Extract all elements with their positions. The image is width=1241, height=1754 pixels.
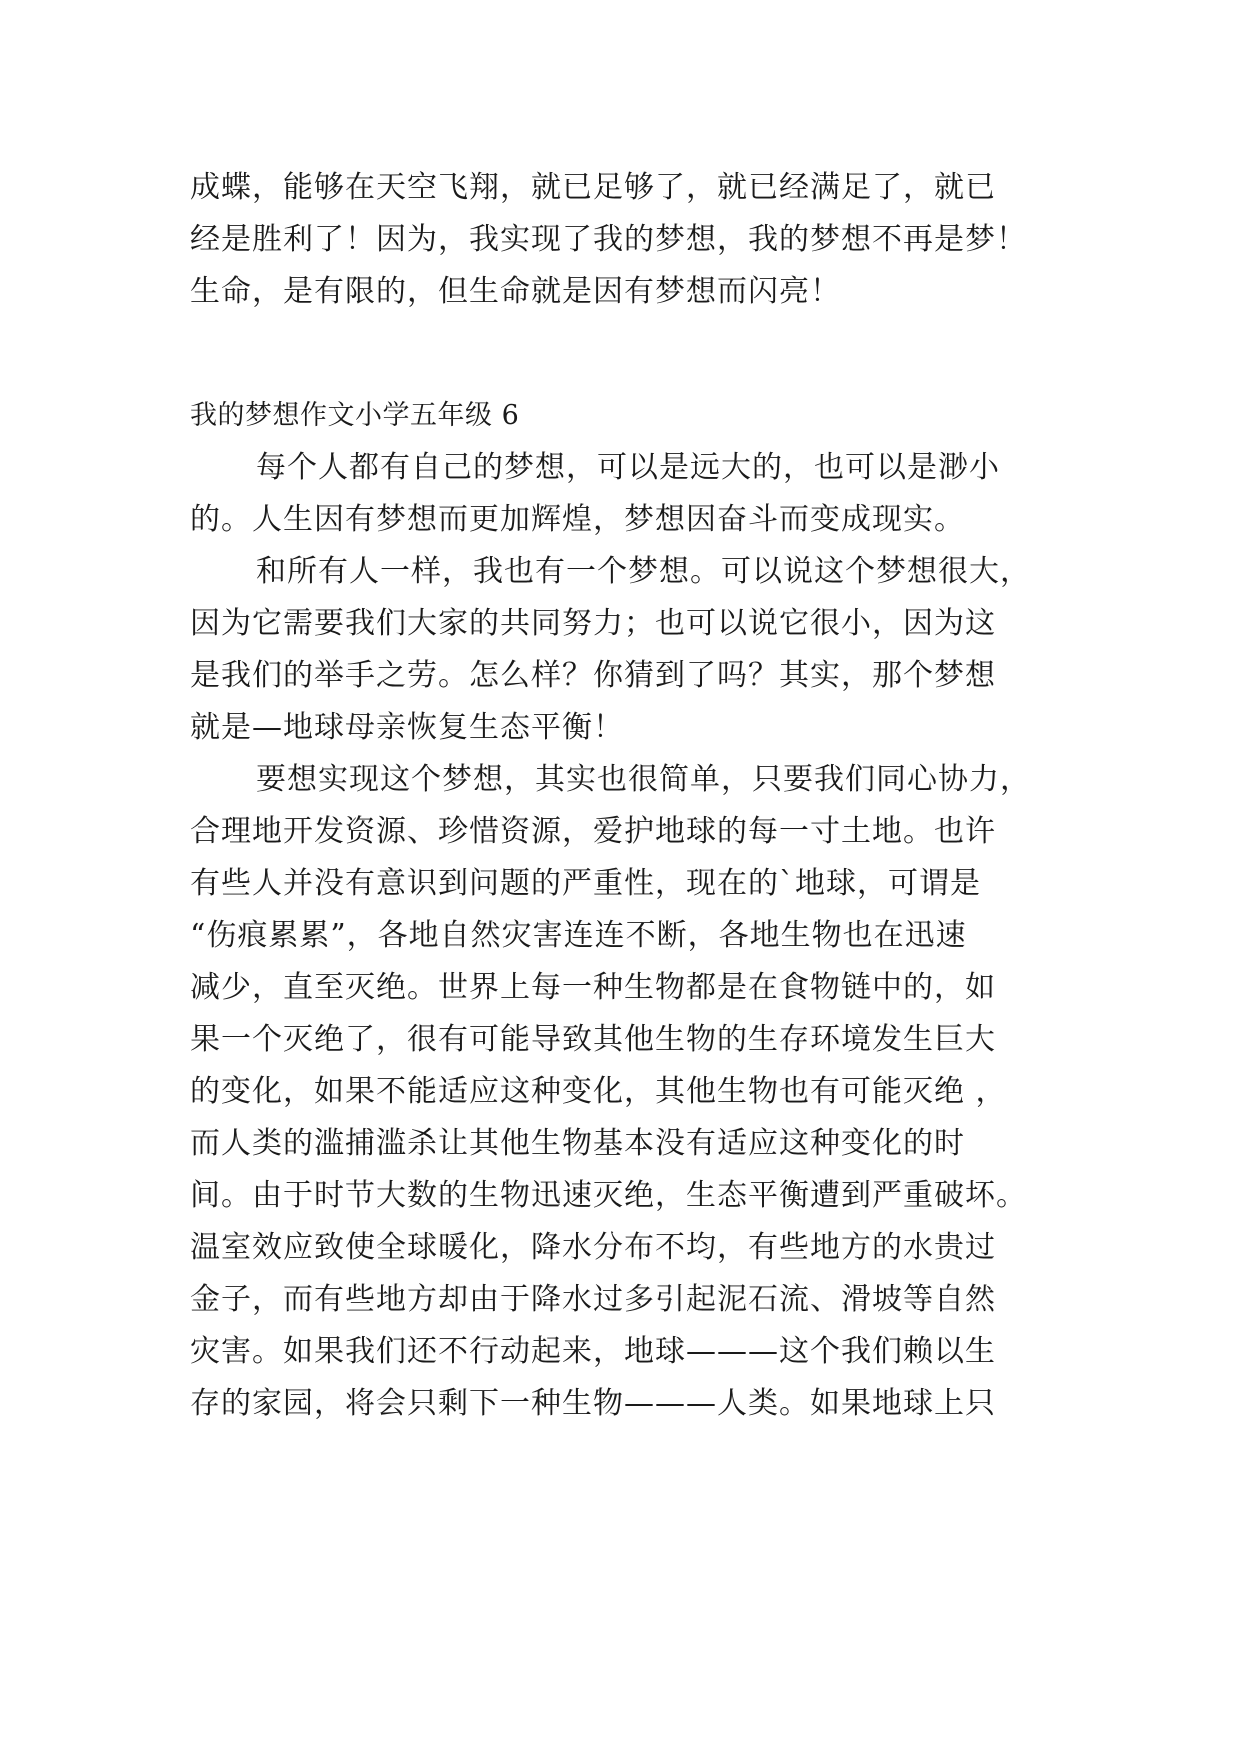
text-line: 而人类的滥捕滥杀让其他生物基本没有适应这种变化的时 [190,1126,965,1161]
paragraph-3 [190,754,1050,1430]
text-line: 每个人都有自己的梦想，可以是远大的，也可以是渺小 [256,450,1000,485]
essay-section [190,390,1050,1430]
text-line: 成蝶，能够在天空飞翔，就已足够了，就已经满足了，就已 [190,170,996,205]
text-line: 灾害。如果我们还不行动起来，地球———这个我们赖以生 [190,1334,996,1369]
text-line: 经是胜利了！因为，我实现了我的梦想，我的梦想不再是梦！ [190,222,1027,257]
text-line: 因为它需要我们大家的共同努力；也可以说它很小，因为这 [190,606,996,641]
text-line: 是我们的举手之劳。怎么样？你猜到了吗？其实，那个梦想 [190,658,996,693]
text-line: 金子，而有些地方却由于降水过多引起泥石流、滑坡等自然 [190,1282,996,1317]
text-line: “伤痕累累”，各地自然灾害连连不断，各地生物也在迅速 [190,918,967,953]
text-line: 要想实现这个梦想，其实也很简单，只要我们同心协力， [256,762,1031,797]
text-line: 和所有人一样，我也有一个梦想。可以说这个梦想很大， [256,554,1031,589]
paragraph-1 [190,442,1050,546]
paragraph-2 [190,546,1050,754]
intro-paragraph [190,162,1050,318]
text-line: 的。人生因有梦想而更加辉煌，梦想因奋斗而变成现实。 [190,502,965,537]
text-line: 就是—地球母亲恢复生态平衡！ [190,710,624,745]
text-line: 的变化，如果不能适应这种变化，其他生物也有可能灭绝 ， [190,1074,1007,1109]
text-line: 果一个灭绝了，很有可能导致其他生物的生存环境发生巨大 [190,1022,996,1057]
text-line: 间。由于时节大数的生物迅速灭绝，生态平衡遭到严重破坏。 [190,1178,1027,1213]
text-line: 温室效应致使全球暖化，降水分布不均，有些地方的水贵过 [190,1230,996,1265]
text-line: 生命，是有限的，但生命就是因有梦想而闪亮！ [190,274,841,309]
text-line: 合理地开发资源、珍惜资源，爱护地球的每一寸土地。也许 [190,814,996,849]
text-line: 存的家园，将会只剩下一种生物———人类。如果地球上只 [190,1386,996,1421]
text-line: 有些人并没有意识到问题的严重性，现在的`地球，可谓是 [190,866,981,901]
section-title: 我的梦想作文小学五年级 6 [190,400,520,431]
text-line: 减少，直至灭绝。世界上每一种生物都是在食物链中的，如 [190,970,996,1005]
